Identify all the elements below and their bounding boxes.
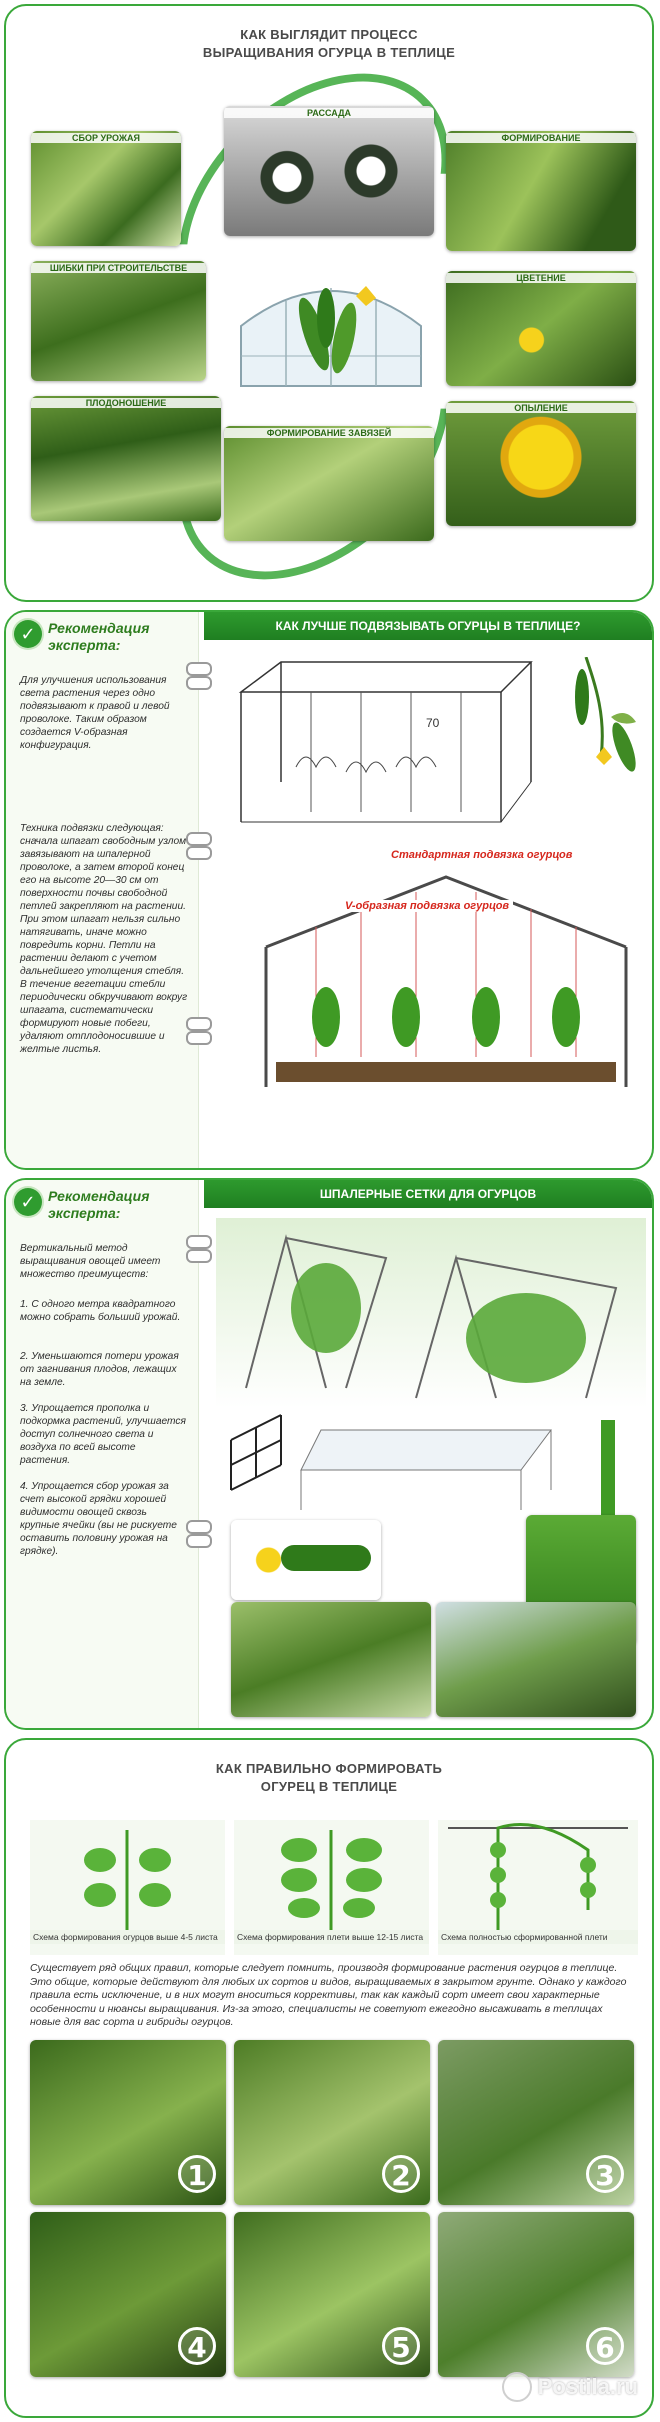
binder-ring [186,1235,212,1249]
expert-check-icon: ✓ [14,1188,42,1216]
photo-forming [446,131,636,251]
stage-label-seedlings: РАССАДА [224,108,434,118]
binder-ring [186,1017,212,1031]
photo-mistakes [31,261,206,381]
expert-text-1a: Для улучшения использования света растения через одно подвязывают к правой и левой проволоке. Таким образом создается V-образная конфигурация. [20,675,170,751]
expert-sidebar-2 [6,1180,199,1728]
photo-flowering [446,271,636,386]
scheme-card-3 [438,1820,638,1955]
postila-logo-icon [502,2372,532,2402]
binder-ring [186,1031,212,1045]
stage-label-mistakes: ШИБКИ ПРИ СТРОИТЕЛЬСТВЕ [31,263,206,273]
stage-label-harvest: СБОР УРОЖАЯ [31,133,181,143]
scheme-caption-1: Схема формирования огурцов выше 4-5 листа [30,1930,225,1944]
photo-cucumbers-flower [231,1520,381,1600]
trellis-item-4: 4. Упрощается сбор урожая за счет высокой грядки хорошей видимости овощей сквозь крупные ячейки (вы не рискуете оставить половину урожая на грядке). [20,1481,177,1557]
photo-pollination [446,401,636,526]
stage-label-flowering: ЦВЕТЕНИЕ [446,273,636,283]
standard-tying-sketch [221,652,551,842]
trellis-item-1: 1. С одного метра квадратного можно собрать больший урожай. [20,1299,181,1323]
expert-sidebar-1 [6,612,199,1168]
expert-text-1b: Техника подвязки следующая: сначала шпагат свободным узлом завязывают на шпалерной проволоке, а затем второй конец его на высоте 20—30 см от поверхности почвы свободной петлей закрепляют на растении. При этом шпагат нельзя сильно натягивать, иначе можно повредить корни. Петли на растении делают с учетом дальнейшего утолщения стебля. В течение вегетации стебли периодически обкручивают вокруг шпагата, систематически формируют новые побеги, удаляют отплодоносившие и желтые листья. [20,823,188,1055]
step-number-4: 4 [178,2327,216,2365]
panel1-title [6,26,652,62]
photo-greenhouse-trellis-2 [436,1602,636,1717]
stage-label-fruiting: ПЛОДОНОШЕНИЕ [31,398,221,408]
forming-panel [4,1738,654,2418]
photo-greenhouse-trellis-1 [231,1602,431,1717]
stage-label-ovary: ФОРМИРОВАНИЕ ЗАВЯЗЕЙ [224,428,434,438]
cucumber-plant-illustration [566,657,646,807]
expert-title-1: Рекомендация эксперта: [48,620,150,653]
postila-watermark [502,2372,638,2402]
growth-process-panel [4,4,654,602]
v-tying-illustration [256,857,636,1097]
panel4-title-line1: КАК ПРАВИЛЬНО ФОРМИРОВАТЬ [215,1761,443,1776]
scheme-caption-3: Схема полностью сформированной плети [438,1930,638,1944]
step-photo-1 [30,2040,226,2205]
binder-ring [186,1534,212,1548]
panel4-title-line2: ОГУРЕЦ В ТЕПЛИЦЕ [260,1779,398,1794]
binder-ring [186,846,212,860]
panel4-title [6,1760,652,1796]
step-photo-2 [234,2040,430,2205]
photo-fruiting [31,396,221,521]
trellis-item-2: 2. Уменьшаются потери урожая от загнивания плодов, лежащих на земле. [20,1351,179,1388]
binder-ring [186,1249,212,1263]
tying-panel [4,610,654,1170]
tying-header: КАК ЛУЧШЕ ПОДВЯЗЫВАТЬ ОГУРЦЫ В ТЕПЛИЦЕ? [204,612,652,640]
scheme-card-2 [234,1820,429,1955]
stage-label-pollination: ОПЫЛЕНИЕ [446,403,636,413]
postila-watermark-text: Postila.ru [537,2374,638,2399]
trellis-intro: Вертикальный метод выращивания овощей имеет множество преимуществ: [20,1243,161,1280]
binder-ring [186,676,212,690]
cucumber-shape [281,1545,371,1571]
step-number-3: 3 [586,2155,624,2193]
forming-paragraph: Существует ряд общих правил, которые следует помнить, производя формирование растения огурцов в теплице. Это общие, которые действуют для любых их сортов и видов, выращиваемых в закрытом грунте. Однако у каждого правила есть исключение, и в них могут вноситься коррективы, так как каждый сорт имеет свои характерные особенности и нюансы выращивания. Из-за этого, специалисты не советуют ежегодно высаживать в теплицах новые для вас сорта и гибриды огурцов. [30,1962,627,2028]
scheme-card-1 [30,1820,225,1955]
stage-label-forming: ФОРМИРОВАНИЕ [446,133,636,143]
binder-ring [186,1520,212,1534]
trellis-a-frame-illustration [216,1218,646,1408]
expert-title-2: Рекомендация эксперта: [48,1188,150,1221]
step-photo-3 [438,2040,634,2205]
step-photo-5 [234,2212,430,2377]
step-number-2: 2 [382,2155,420,2193]
photo-seedlings [224,106,434,236]
step-number-6: 6 [586,2327,624,2365]
step-number-1: 1 [178,2155,216,2193]
photo-harvest [31,131,181,246]
trellis-item-3: 3. Упрощается прополка и подкормка растений, улучшается доступ солнечного света и воздуха по всей высоте растения. [20,1403,186,1466]
photo-ovary [224,426,434,541]
scheme-caption-2: Схема формирования плети выше 12-15 листа [234,1930,429,1944]
greenhouse-illustration [226,266,436,406]
binder-ring [186,662,212,676]
trellis-grid-illustration [221,1410,641,1520]
caption-standard-tying: Стандартная подвязка огурцов [391,849,573,861]
expert-check-icon: ✓ [14,620,42,648]
trellis-header: ШПАЛЕРНЫЕ СЕТКИ ДЛЯ ОГУРЦОВ [204,1180,652,1208]
step-photo-4 [30,2212,226,2377]
caption-v-tying: V-образная подвязка огурцов [341,900,513,912]
height-mark: 70 [426,716,440,730]
panel1-title-line2: ВЫРАЩИВАНИЯ ОГУРЦА В ТЕПЛИЦЕ [202,45,456,60]
panel1-title-line1: КАК ВЫГЛЯДИТ ПРОЦЕСС [240,27,418,42]
step-photo-6 [438,2212,634,2377]
binder-ring [186,832,212,846]
trellis-net-panel [4,1178,654,1730]
step-number-5: 5 [382,2327,420,2365]
